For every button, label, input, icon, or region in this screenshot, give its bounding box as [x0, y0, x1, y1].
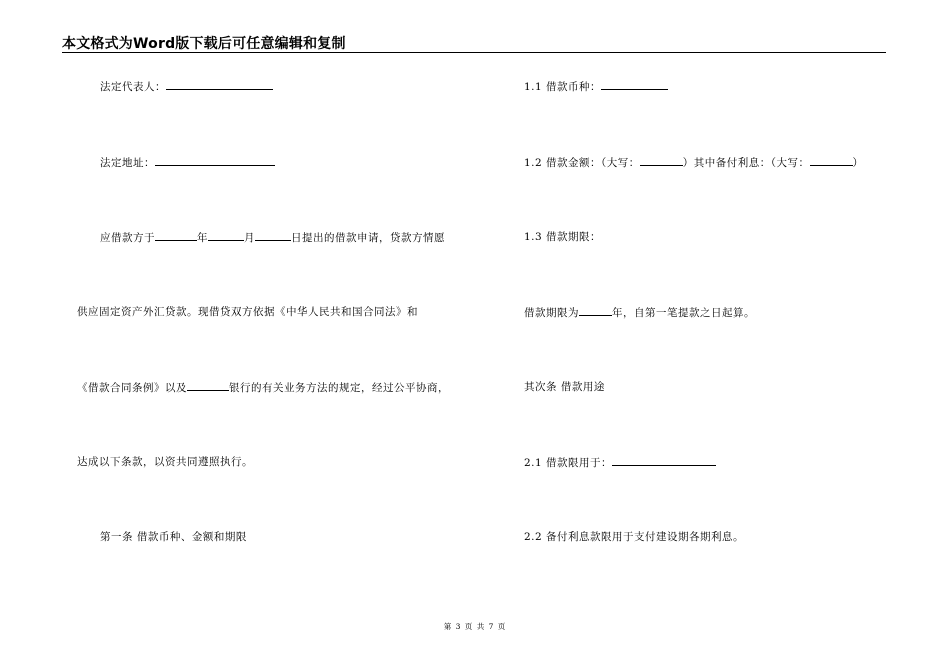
term-text-b: 年，自第一笔提款之日起算。	[612, 307, 755, 319]
amount-text-a: 1.2 借款金额：（大写：	[524, 157, 640, 169]
agreement-line: 达成以下条款，以资共同遵照执行。	[77, 456, 253, 468]
application-line	[100, 230, 445, 245]
legal-address-label: 法定地址：	[100, 157, 155, 169]
year-blank[interactable]	[155, 230, 197, 241]
legal-representative-blank[interactable]	[166, 79, 273, 90]
interest-uppercase-blank[interactable]	[810, 155, 853, 166]
interest-purpose-line: 2.2 备付利息款限用于支付建设期各期利息。	[524, 531, 745, 543]
page-number: 第 3 页 共 7 页	[443, 622, 507, 631]
amount-line	[524, 155, 864, 170]
currency-label: 1.1 借款币种：	[524, 81, 602, 93]
application-text-a: 应借款方于	[100, 232, 155, 244]
application-text-b: 年	[197, 232, 208, 244]
application-text-d: 日提出的借款申请，贷款方情愿	[291, 232, 445, 244]
regulation-text-b: 银行的有关业务方法的规定，经过公平协商，	[229, 382, 449, 394]
application-text-c: 月	[244, 232, 255, 244]
term-heading: 1.3 借款期限：	[524, 231, 602, 243]
legal-representative-line	[100, 79, 273, 94]
currency-blank[interactable]	[601, 79, 668, 90]
loan-basis-line: 供应固定资产外汇贷款。现借贷双方依据《中华人民共和国合同法》和	[77, 306, 418, 318]
currency-line	[524, 79, 668, 94]
legal-representative-label: 法定代表人：	[100, 81, 166, 93]
document-header: 本文格式为Word版下载后可任意编辑和复制	[62, 36, 346, 52]
loan-purpose-line	[524, 455, 716, 470]
amount-text-c: ）	[852, 157, 864, 169]
month-blank[interactable]	[208, 230, 244, 241]
legal-address-blank[interactable]	[155, 155, 275, 166]
term-text-a: 借款期限为	[524, 307, 579, 319]
regulation-text-a: 《借款合同条例》以及	[77, 382, 187, 394]
term-years-blank[interactable]	[579, 305, 612, 316]
term-line	[524, 305, 755, 320]
amount-text-b: ）其中备付利息：（大写：	[682, 157, 810, 169]
day-blank[interactable]	[255, 230, 291, 241]
amount-uppercase-blank[interactable]	[640, 155, 683, 166]
article-one-heading: 第一条 借款币种、金额和期限	[100, 531, 247, 543]
article-two-heading: 其次条 借款用途	[524, 381, 605, 393]
loan-purpose-blank[interactable]	[612, 455, 716, 466]
header-rule	[62, 52, 886, 53]
loan-purpose-label: 2.1 借款限用于：	[524, 457, 613, 469]
bank-name-blank[interactable]	[187, 380, 229, 391]
regulation-line	[77, 380, 449, 395]
legal-address-line	[100, 155, 275, 170]
